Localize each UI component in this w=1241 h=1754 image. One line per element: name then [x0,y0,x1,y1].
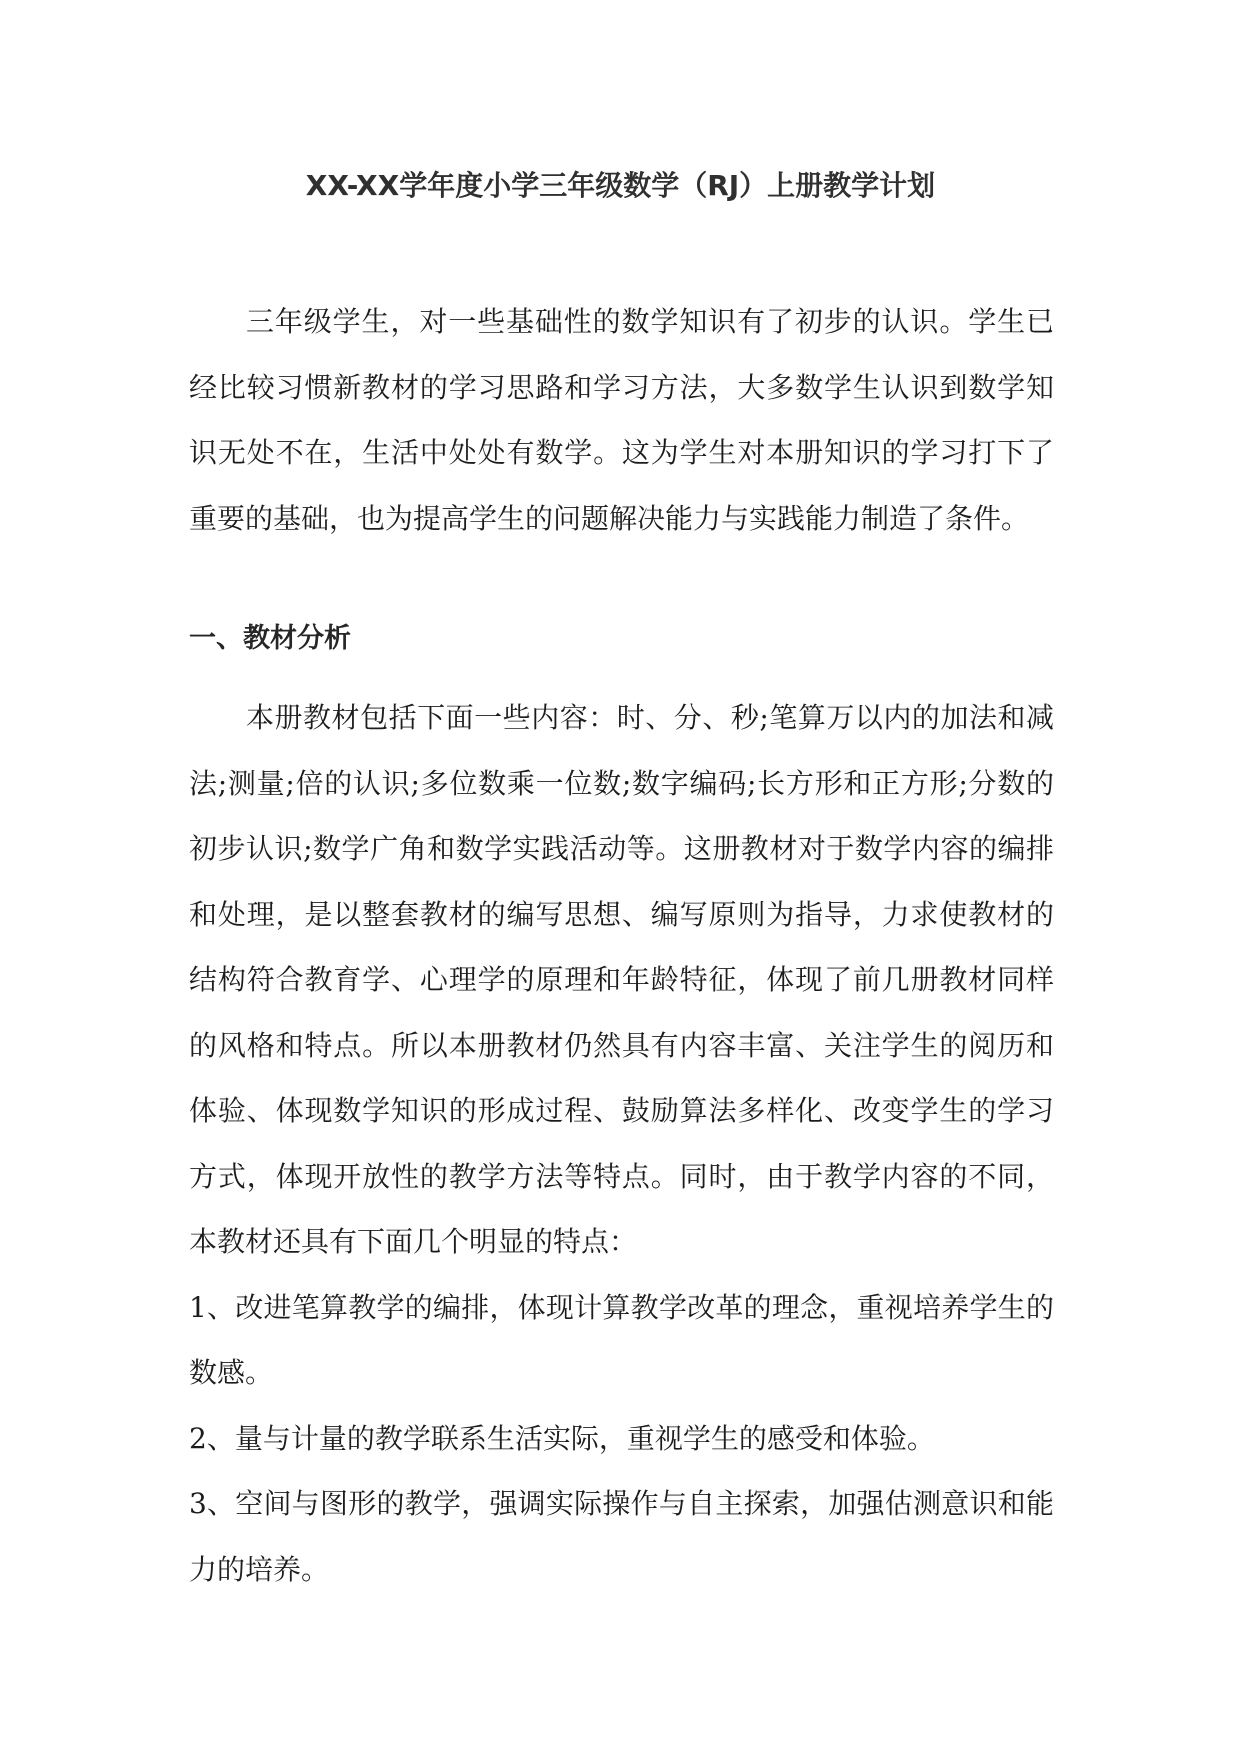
intro-paragraph: 三年级学生，对一些基础性的数学知识有了初步的认识。学生已经比较习惯新教材的学习思路和学习方法，大多数学生认识到数学知识无处不在，生活中处处有数学。这为学生对本册知识的学习打下了重要的基础，也为提高学生的问题解决能力与实践能力制造了条件。 [189,305,1054,535]
list-item: 2、量与计量的教学联系生活实际，重视学生的感受和体验。 [189,1421,935,1455]
section-body [189,685,1054,1602]
section-heading: 一、教材分析 [189,623,351,654]
list-item: 1、改进笔算教学的编排，体现计算教学改革的理念，重视培养学生的数感。 [189,1290,1054,1389]
document-title: XX-XX学年度小学三年级数学（RJ）上册教学计划 [305,169,936,202]
section-paragraph: 本册教材包括下面一些内容：时、分、秒;笔算万以内的加法和减法;测量;倍的认识;多位数乘一位数;数字编码;长方形和正方形;分数的初步认识;数学广角和数学实践活动等。这册教材对于数学内容的编排和处理，是以整套教材的编写思想、编写原则为指导，力求使教材的结构符合教育学、心理学的原理和年龄特征，体现了前几册教材同样的风格和特点。所以本册教材仍然具有内容丰富、关注学生的阅历和体验、体现数学知识的形成过程、鼓励算法多样化、改变学生的学习方式，体现开放性的教学方法等特点。同时，由于教学内容的不同，本教材还具有下面几个明显的特点： [189,701,1054,1258]
intro-section [189,289,1054,551]
list-item: 3、空间与图形的教学，强调实际操作与自主探索，加强估测意识和能力的培养。 [189,1487,1054,1586]
